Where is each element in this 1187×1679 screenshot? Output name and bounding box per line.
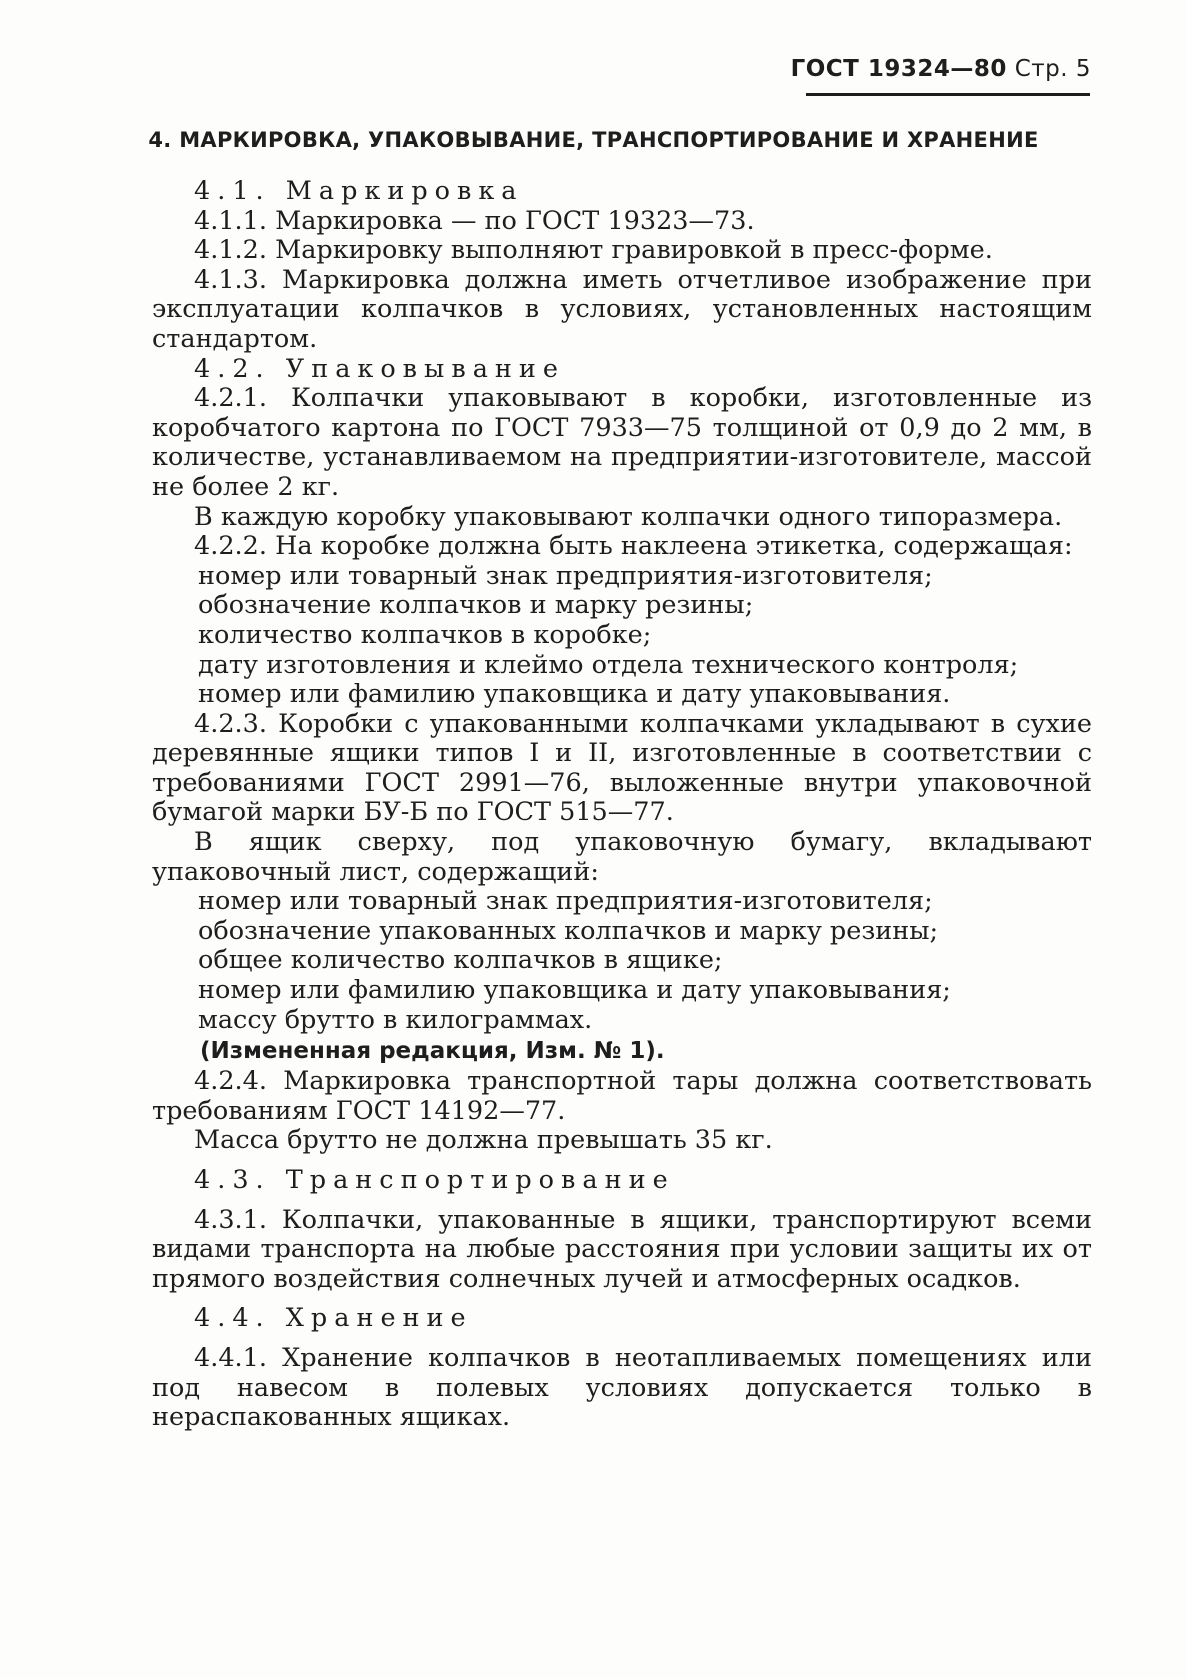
paragraph-4-3-1: 4.3.1. Колпачки, упакованные в ящики, транспортируют всеми видами транспорта на любые расстояния при условии защиты их от прямого воздействия солнечных лучей и атмосферных осадков. <box>152 1204 1092 1294</box>
paragraph-4-2-2: 4.2.2. На коробке должна быть наклеена этикетка, содержащая: <box>194 531 1073 562</box>
paragraph-4-2-4-mass: Масса брутто не должна превышать 35 кг. <box>194 1125 773 1156</box>
heading-4-2: 4.2. Упаковывание <box>194 353 565 384</box>
paragraph-4-2-1: 4.2.1. Колпачки упаковывают в коробки, изготовленные из коробчатого картона по ГОСТ 7933—75 толщиной от 0,9 до 2 мм, в количестве, устанавливаемом на предприятии-изготовителе, массой не более 2 кг. <box>152 383 1092 502</box>
list-item: номер или товарный знак предприятия-изготовителя; <box>198 886 933 917</box>
list-item: общее количество колпачков в ящике; <box>198 945 723 976</box>
header-rule <box>806 93 1090 96</box>
heading-4-4: 4.4. Хранение <box>194 1303 473 1334</box>
heading-4-3: 4.3. Транспортирование <box>194 1165 675 1195</box>
paragraph-4-2-1-box: В каждую коробку упаковывают колпачки одного типоразмера. <box>194 501 1063 532</box>
page-header <box>791 56 1091 82</box>
heading-4-1: 4.1. Маркировка <box>194 176 524 206</box>
document-body <box>152 177 1092 1433</box>
section-title: 4. МАРКИРОВКА, УПАКОВЫВАНИЕ, ТРАНСПОРТИРОВАНИЕ И ХРАНЕНИЕ <box>148 128 1039 152</box>
paragraph-4-1-1: 4.1.1. Маркировка — по ГОСТ 19323—73. <box>194 205 755 236</box>
list-item: массу брутто в килограммах. <box>198 1004 593 1035</box>
list-item: дату изготовления и клеймо отдела технического контроля; <box>198 649 1019 680</box>
list-item: обозначение колпачков и марку резины; <box>198 590 754 621</box>
list-item: обозначение упакованных колпачков и марку резины; <box>198 915 939 946</box>
paragraph-4-4-1: 4.4.1. Хранение колпачков в неотапливаемых помещениях или под навесом в полевых условиях допускается только в нераспакованных ящиках. <box>152 1342 1092 1433</box>
list-item: количество колпачков в коробке; <box>198 619 652 650</box>
list-item: номер или фамилию упаковщика и дату упаковывания; <box>198 975 951 1006</box>
list-item: номер или товарный знак предприятия-изготовителя; <box>198 560 933 591</box>
page-number: Стр. 5 <box>1014 56 1091 82</box>
paragraph-4-1-2: 4.1.2. Маркировку выполняют гравировкой в пресс-форме. <box>194 235 993 266</box>
paragraph-4-2-3-sheet: В ящик сверху, под упаковочную бумагу, вкладывают упаковочный лист, содержащий: <box>152 827 1092 887</box>
paragraph-4-2-4: 4.2.4. Маркировка транспортной тары должна соответствовать требованиям ГОСТ 14192—77. <box>152 1066 1092 1126</box>
amendment-note: (Измененная редакция, Изм. № 1). <box>200 1038 665 1065</box>
paragraph-4-1-3: 4.1.3. Маркировка должна иметь отчетливое изображение при эксплуатации колпачков в условиях, установленных настоящим стандартом. <box>152 264 1092 354</box>
standard-number: ГОСТ 19324—80 <box>790 56 1007 82</box>
paragraph-4-2-3: 4.2.3. Коробки с упакованными колпачками укладывают в сухие деревянные ящики типов I и II, изготовленные в соответствии с требованиями ГОСТ 2991—76, выложенные внутри упаковочной бумагой марки БУ-Б по ГОСТ 515—77. <box>152 708 1092 828</box>
list-item: номер или фамилию упаковщика и дату упаковывания. <box>198 679 951 710</box>
